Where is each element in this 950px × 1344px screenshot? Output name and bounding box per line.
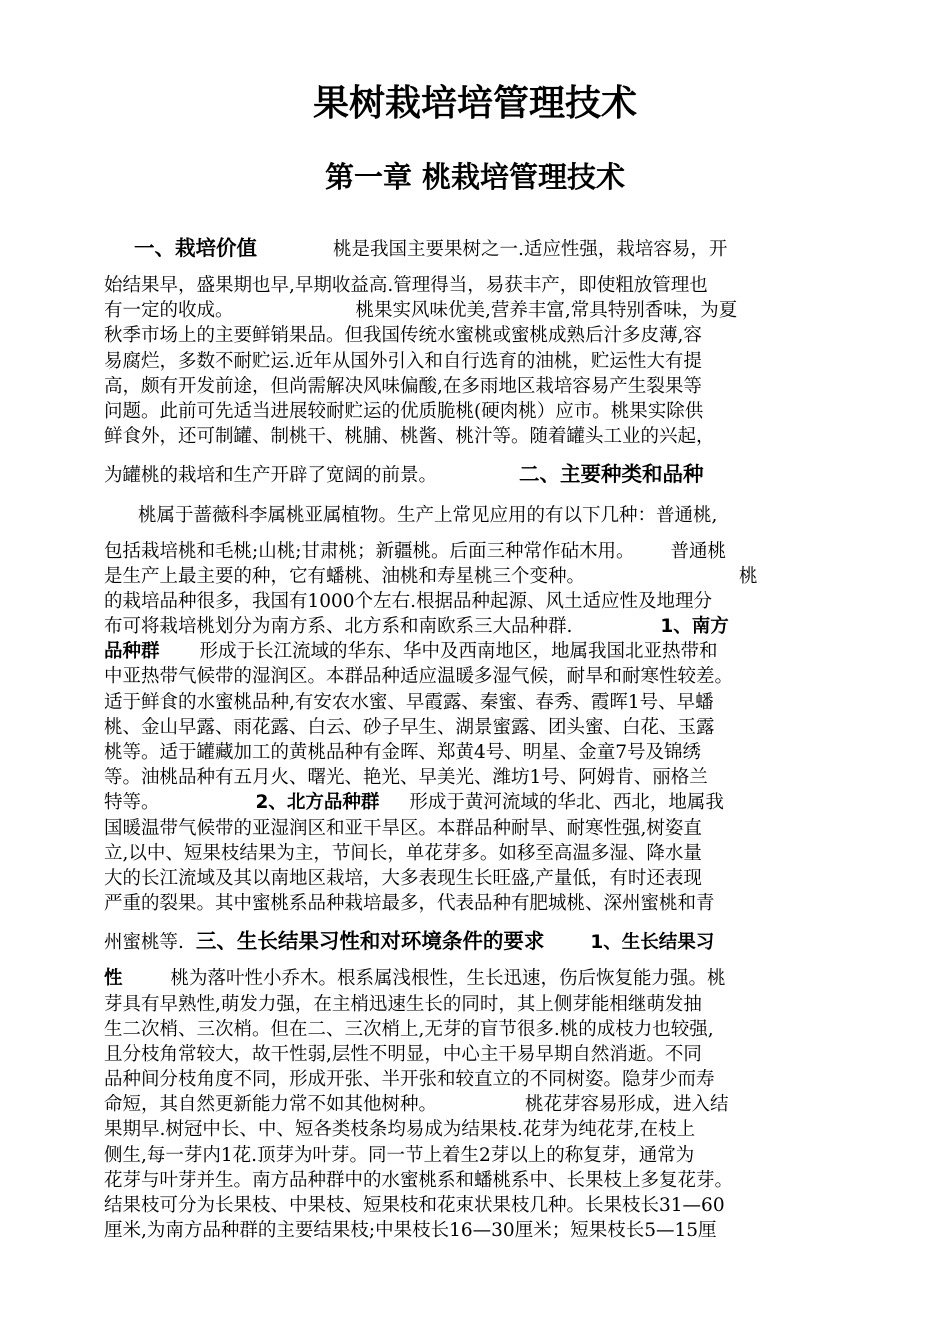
text-line: 始结果早，盛果期也早,早期收益高.管理得当，易获丰产，即使粗放管理也 <box>104 275 708 296</box>
chapter-title: 第一章 桃栽培管理技术 <box>324 160 626 194</box>
text-line: 品种间分枝角度不同，形成开张、半开张和较直立的不同树姿。隐芽少而寿 <box>104 1069 715 1091</box>
text-line: 高，颇有开发前途，但尚需解决风味偏酸,在多雨地区栽培容易产生裂果等 <box>104 375 702 397</box>
text-line: 桃等。适于罐藏加工的黄桃品种有金晖、郑黄4号、明星、金童7号及锦绣 <box>104 742 702 763</box>
section-heading: 三、生长结果习性和对环境条件的要求 <box>195 929 545 954</box>
text-line: 桃属于蔷薇科李属桃亚属植物。生产上常见应用的有以下几种：普通桃, <box>138 505 718 527</box>
paragraph-line <box>104 790 850 815</box>
text-line: 命短，其自然更新能力常不如其他树种。 <box>104 1094 438 1116</box>
paragraph-line <box>104 639 850 664</box>
text-line: 是生产上最主要的种，它有蟠桃、油桃和寿星桃三个变种。 <box>104 565 586 587</box>
text-line: 桃果实风味优美,营养丰富,常具特别香味，为夏 <box>355 300 738 322</box>
paragraph-line <box>104 614 850 639</box>
paragraph-line <box>104 298 850 323</box>
text-line: 鲜食外，还可制罐、制桃干、桃脯、桃酱、桃汁等。随着罐头工业的兴起， <box>104 426 715 448</box>
text-line: 芽具有早熟性,萌发力强，在主梢迅速生长的同时，其上侧芽能相继萌发抽 <box>104 993 702 1015</box>
text-line: 果期早.树冠中长、中、短各类枝条均易成为结果枝.花芽为纯花芽,在枝上 <box>104 1119 696 1141</box>
text-line: 桃为落叶性小乔木。根系属浅根性，生长迅速，伤后恢复能力强。桃 <box>170 968 726 990</box>
text-line: 有一定的收成。 <box>104 300 234 322</box>
section-heading: 二、主要种类和品种 <box>519 462 704 487</box>
document-title: 果树栽培培管理技术 <box>312 83 637 124</box>
subsection-heading: 1、南方 <box>660 616 729 638</box>
text-line: 州蜜桃等. <box>104 932 184 954</box>
text-line: 形成于黄河流域的华北、西北，地属我 <box>409 792 724 814</box>
text-line: 国暖温带气候带的亚湿润区和亚干旱区。本群品种耐旱、耐寒性强,树姿直 <box>104 817 702 839</box>
text-line: 且分枝角常较大，故干性弱,层性不明显，中心主干易早期自然消逝。不同 <box>104 1043 702 1065</box>
text-line: 大的长江流域及其以南地区栽培，大多表现生长旺盛,产量低，有时还表现 <box>104 867 702 889</box>
paragraph-line <box>104 564 850 589</box>
paragraph-line <box>104 539 850 564</box>
text-line: 问题。此前可先适当进展较耐贮运的优质脆桃(硬肉桃）应市。桃果实除供 <box>104 400 704 422</box>
text-line: 立,以中、短果枝结果为主，节间长，单花芽多。如移至高温多湿、降水量 <box>104 842 702 864</box>
text-line: 等。油桃品种有五月火、曙光、艳光、早美光、潍坊1号、阿姆肯、丽格兰 <box>104 767 708 789</box>
text-line: 侧生,每一芽内1花.顶芽为叶芽。同一节上着生2芽以上的称复芽，通常为 <box>104 1144 695 1166</box>
paragraph-line <box>104 926 850 956</box>
text-line: 特等。 <box>104 792 160 814</box>
text-line: 易腐烂，多数不耐贮运.近年从国外引入和自行选育的油桃，贮运性大有提 <box>104 350 702 372</box>
paragraph-line <box>104 503 850 528</box>
paragraph-line <box>104 1092 850 1117</box>
text-line: 桃 <box>739 565 758 587</box>
text-line: 秋季市场上的主要鲜销果品。但我国传统水蜜桃或蜜桃成熟后汁多皮薄,容 <box>104 325 702 347</box>
paragraph-line <box>104 233 850 263</box>
text-line: 结果枝可分为长果枝、中果枝、短果枝和花束状果枝几种。长果枝长31—60 <box>104 1195 725 1216</box>
text-line: 厘米,为南方品种群的主要结果枝;中果枝长16—30厘米；短果枝长5—15厘 <box>104 1220 717 1242</box>
text-line: 花芽与叶芽并生。南方品种群中的水蜜桃系和蟠桃系中、长果枝上多复花芽。 <box>104 1169 734 1191</box>
text-line: 桃是我国主要果树之一.适应性强，栽培容易，开 <box>333 239 728 260</box>
text-line: 为罐桃的栽培和生产开辟了宽阔的前景。 <box>104 465 438 487</box>
text-line: 中亚热带气候带的湿润区。本群品种适应温暖多湿气候，耐旱和耐寒性较差。 <box>104 666 734 688</box>
body-text <box>104 233 850 1243</box>
subsection-heading: 性 <box>104 968 123 990</box>
text-line: 生二次梢、三次梢。但在二、三次梢上,无芽的盲节很多.桃的成枝力也较强, <box>104 1018 714 1040</box>
text-line: 的栽培品种很多，我国有1000个左右.根据品种起源、风土适应性及地理分 <box>104 590 712 612</box>
subsection-heading: 1、生长结果习 <box>590 932 715 954</box>
text-line: 严重的裂果。其中蜜桃系品种栽培最多，代表品种有肥城桃、深州蜜桃和青 <box>104 893 715 915</box>
section-heading: 一、栽培价值 <box>134 236 257 260</box>
text-line: 桃、金山早露、雨花露、白云、砂子早生、湖景蜜露、团头蜜、白花、玉露 <box>104 716 715 738</box>
text-line: 普通桃 <box>670 540 726 562</box>
text-line: 布可将栽培桃划分为南方系、北方系和南欧系三大品种群. <box>104 616 573 638</box>
text-line: 包括栽培桃和毛桃;山桃;甘肃桃；新疆桃。后面三种常作砧木用。 <box>104 540 635 562</box>
subsection-heading: 2、北方品种群 <box>255 792 380 814</box>
paragraph-line <box>104 459 850 489</box>
text-line: 桃花芽容易形成，进入结 <box>525 1094 729 1116</box>
paragraph-line <box>104 966 850 991</box>
subsection-heading: 品种群 <box>104 641 160 663</box>
text-line: 适于鲜食的水蜜桃品种,有安农水蜜、早霞露、秦蜜、春秀、霞晖1号、早蟠 <box>104 691 714 713</box>
text-line: 形成于长江流域的华东、华中及西南地区，地属我国北亚热带和 <box>199 641 718 663</box>
